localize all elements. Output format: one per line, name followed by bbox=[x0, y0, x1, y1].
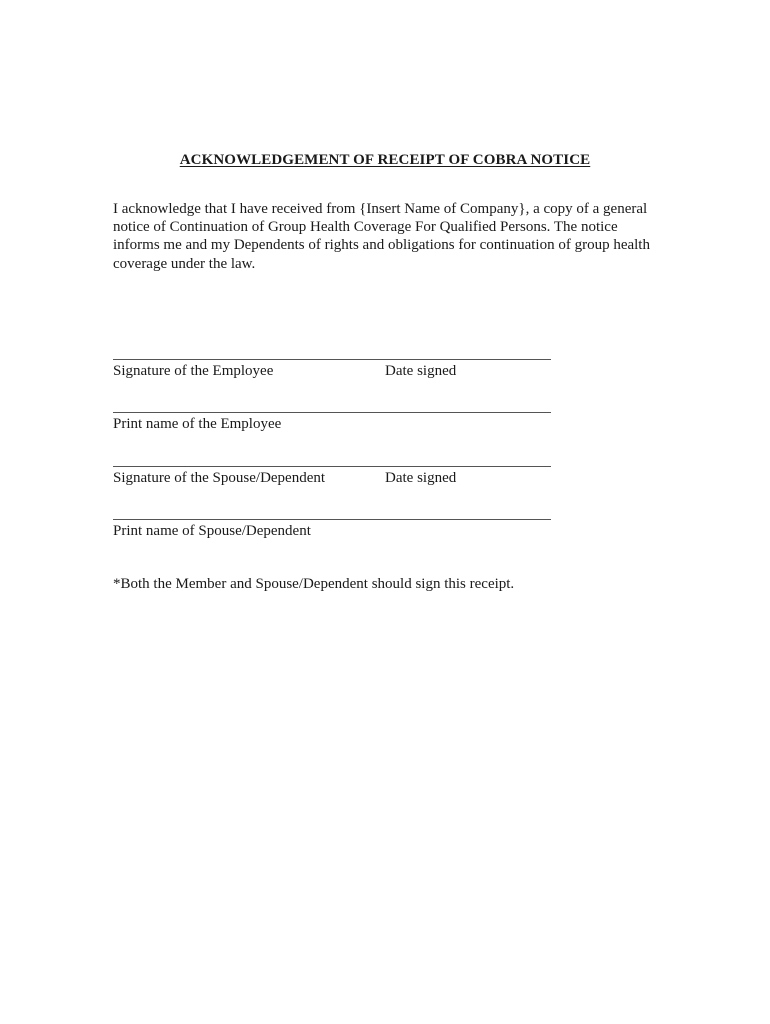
employee-print-name-line[interactable] bbox=[113, 412, 551, 413]
employee-print-name-label: Print name of the Employee bbox=[113, 416, 282, 432]
spouse-signature-label: Signature of the Spouse/Dependent bbox=[113, 470, 326, 486]
acknowledgement-paragraph: I acknowledge that I have received from {Insert Name of Company}, a copy of a general notice of Continuation of Group Health Coverage For Qualified Persons. The notice informs me and my Dependents of rights and obligations for continuation of group health coverage under the law. bbox=[113, 201, 650, 272]
signature-footnote: *Both the Member and Spouse/Dependent should sign this receipt. bbox=[113, 576, 515, 592]
employee-date-signed-label: Date signed bbox=[385, 363, 457, 379]
spouse-print-name-label: Print name of Spouse/Dependent bbox=[113, 523, 311, 539]
employee-signature-line[interactable] bbox=[113, 359, 551, 360]
spouse-date-signed-label: Date signed bbox=[385, 470, 457, 486]
spouse-signature-line[interactable] bbox=[113, 466, 551, 467]
document-title: ACKNOWLEDGEMENT OF RECEIPT OF COBRA NOTICE bbox=[179, 152, 591, 168]
spouse-print-name-line[interactable] bbox=[113, 519, 551, 520]
employee-signature-label: Signature of the Employee bbox=[113, 363, 274, 379]
